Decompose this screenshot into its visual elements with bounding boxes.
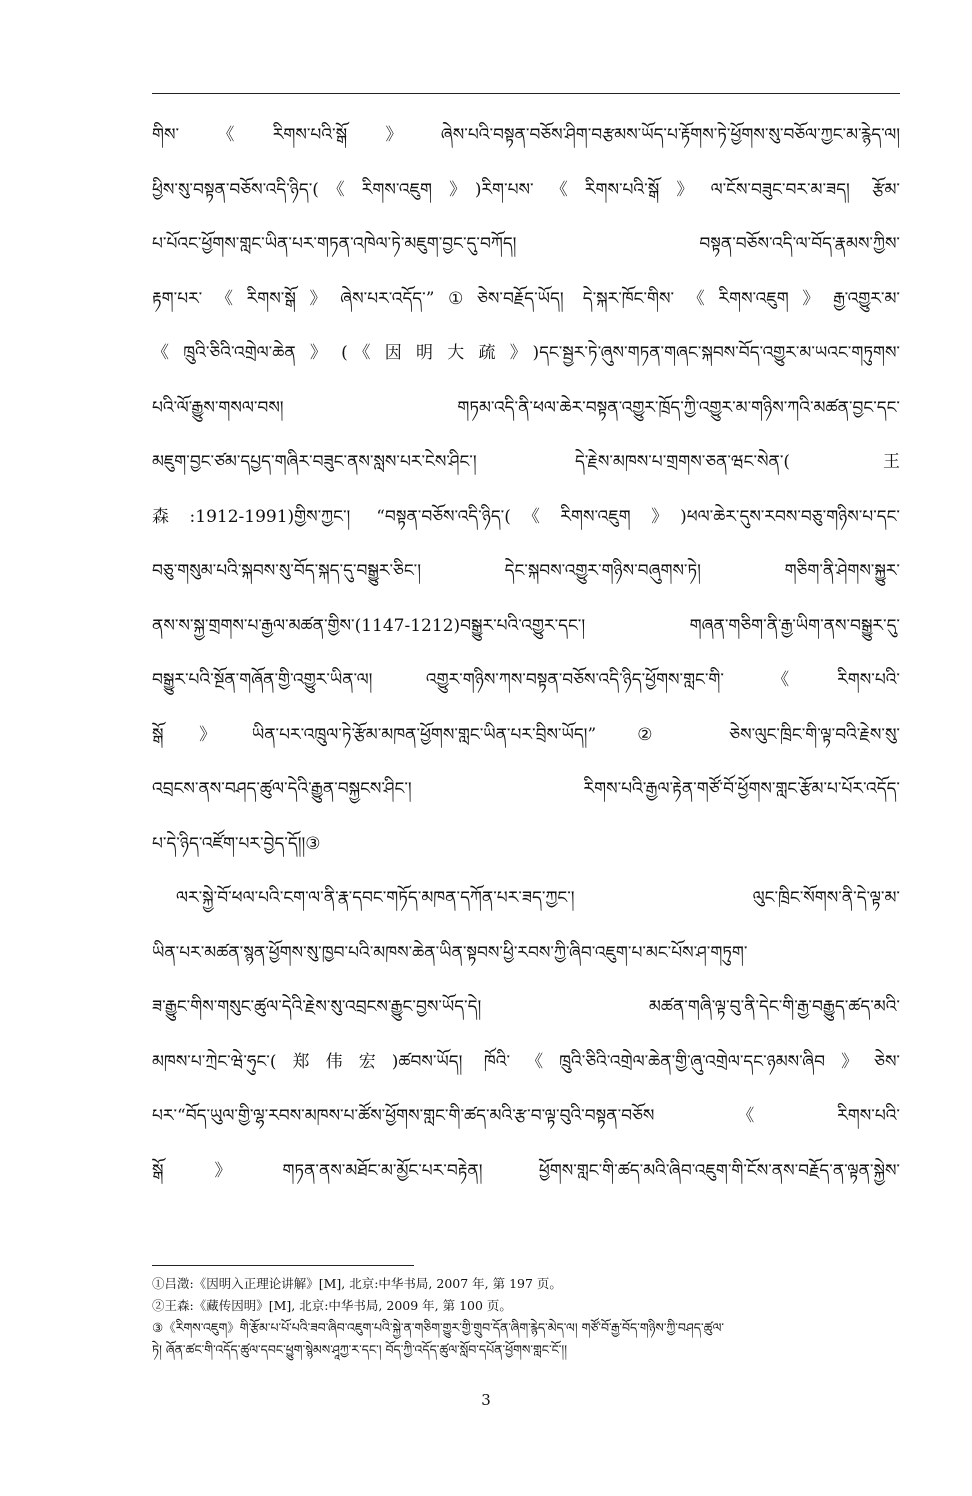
text-line: ཟ་རྒྱུང་གིས་གསུང་ཚུལ་དེའི་རྗེས་སུ་འབྲངས་རྒྱུང་བྱས་ཡོད་དེ། མཚན་གཞི་ལྟ་བུ་ནི་དེང་གི་རྒྱ་བརྒྱུད་ཚད་མའི་ <box>152 997 900 1017</box>
text-line: ལར་སྐྱེ་བོ་ཕལ་པའི་ངག་ལ་ནི་རྣ་དབང་གཏོད་མཁན་དཀོན་པར་ཟད་ཀྱང་། ལུང་ཁྲིང་སོགས་ནི་དེ་ལྟ་མ་ <box>176 888 900 908</box>
text-line: སྒོ》གཏན་ནས་མཐོང་མ་མྱོང་པར་བརྟེན། ཕྱོགས་གླང་གི་ཚད་མའི་ཞིབ་འཇུག་གི་ངོས་ནས་བརྗོད་ན་ལྟན་སྐྱེས་ <box>152 1160 900 1181</box>
text-line: ཡིན་པར་མཚན་སྙན་ཕྱོགས་སུ་ཁྱབ་པའི་མཁས་ཆེན་ཡིན་སྟབས་ཕྱི་རབས་ཀྱི་ཞིབ་འཇུག་པ་མང་པོས་ཤ་གཏུག་ <box>152 942 748 963</box>
text-line: མཁས་པ་ཀྲེང་ཝེ་ཧུང་(郑伟宏)ཚབས་ཡོད། ཁོའི་《ཁྲུའི་ཅིའི་འགྲེལ་ཆེན་གྱི་ཞུ་འགྲེལ་དང་ཉམས་ཞིབ》ཅེས་ <box>152 1051 900 1072</box>
text-line: པ་དེ་ཉིད་འཛོག་པར་བྱེད་དོ།།③ <box>152 833 321 854</box>
text-line: བསྒྱུར་པའི་སྔོན་གཞོན་གྱི་འགྱུར་ཡིན་ལ། འགྱུར་གཉིས་ཀས་བསྟན་བཅོས་འདི་ཉིད་ཕྱོགས་གླང་གི་《རིགས་པའི་ <box>152 670 900 690</box>
footnotes <box>152 1273 900 1361</box>
header-rule <box>152 93 900 94</box>
main-text <box>152 108 900 1198</box>
text-line: པ་པོའང་ཕྱོགས་གླང་ཡིན་པར་གཏན་འཁེལ་ཏེ་མཇུག་བྱང་དུ་བཀོད། བསྟན་བཅོས་འདི་ལ་བོད་རྣམས་ཀྱིས་ <box>152 234 900 254</box>
text-line: སྒོ》ཡིན་པར་འཁྲུལ་ཏེ་རྩོམ་མཁན་ཕྱོགས་གླང་ཡིན་པར་བྲིས་ཡོད།” ② ཅེས་ལུང་ཁྲིང་གི་ལྟ་བའི་རྗེས་སུ་ <box>152 724 900 745</box>
text-line: འབྲངས་ནས་བཤད་ཚུལ་དེའི་རྒྱུན་བསྐྱངས་ཤིང་། རིགས་པའི་རྒྱལ་རྟེན་གཙོ་བོ་ཕྱོགས་གླང་རྩོམ་པ་པོར་འདོད་ <box>152 779 900 799</box>
text-line: རྟག་པར་《རིགས་སྒོ》ཞེས་པར་འདོད་”①ཅེས་བརྗོད་ཡོད། དེ་སྐར་ཁོང་གིས་《རིགས་འཇུག》རྒྱ་འགྱུར་མ་ <box>152 288 900 309</box>
footnote-rule <box>152 1265 414 1266</box>
text-line: པར་“བོད་ཡུལ་གྱི་ལྷ་རབས་མཁས་པ་ཚོས་ཕྱོགས་གླང་གི་ཚད་མའི་རྩ་བ་ལྟ་བུའི་བསྟན་བཅོས《རིགས་པའི་ <box>152 1106 900 1126</box>
footnote: ཏེ། ཞོན་ཚང་གི་འདོད་ཚུལ་དབང་ཕྱུག་སྙེམས་ཤཱཀྱ་ར་དང་། བོད་ཀྱི་འདོད་ཚུལ་སློབ་དཔོན་ཕྱོགས་གླང་ངོ་།། <box>152 1342 567 1357</box>
footnote: ③《རིགས་འཇུག》གི་རྩོམ་པ་པོ་པའི་ཟབ་ཞིབ་འཇུག་པའི་སྐྱེ་ན་གཅིག་གྱུར་གྱི་གྲུབ་དོན་ཞིག་རྙེད་མེད་ལ། གཙོ་བོ་རྒྱ་བོད་གཉིས་ཀྱི་བཤད་ཚུལ་ <box>152 1320 725 1335</box>
footnote: ①吕澂:《因明入正理论讲解》[M], 北京:中华书局, 2007 年, 第 197 页。 <box>152 1276 562 1291</box>
text-line: 《ཁྲུའི་ཅིའི་འགྲེལ་ཆེན》(《因明大疏》)དང་སྦྱར་ཏེ་ཞུས་གཏན་གཞང་སྐབས་བོད་འགྱུར་མ་ཡའང་གཏུགས་ <box>152 343 900 363</box>
text-line: པའི་ལོ་རྒྱུས་གསལ་བས། གཏམ་འདི་ནི་ཕལ་ཆེར་བསྟན་འགྱུར་ཁྲོད་ཀྱི་འགྱུར་མ་གཉིས་ཀའི་མཚན་བྱང་དང་ <box>152 397 900 418</box>
text-line: 森:1912-1991)གྱིས་ཀྱང་། “བསྟན་བཅོས་འདི་ཉིད་(《རིགས་འཇུག》)ཕལ་ཆེར་དུས་རབས་བཅུ་གཉིས་པ་དང་ <box>152 506 900 527</box>
text-line: གིས་《རིགས་པའི་སྒོ》ཞེས་པའི་བསྟན་བཅོས་ཤིག་བརྩམས་ཡོད་པ་རྟོགས་ཏེ་ཕྱོགས་སུ་བཅོལ་ཀྱང་མ་རྙེད་ལ། <box>152 125 900 145</box>
page-number: 3 <box>481 1391 491 1409</box>
text-line: ཕྱིས་སུ་བསྟན་བཅོས་འདི་ཉིད་(《རིགས་འཇུག》)རིག་པས་《རིགས་པའི་སྒོ》ལ་ངོས་བཟུང་བར་མ་ཟད། རྩོམ་ <box>152 179 900 200</box>
text-line: ནས་ས་སྐྱ་གྲགས་པ་རྒྱལ་མཚན་གྱིས་(1147-1212)བསྒྱུར་པའི་འགྱུར་དང་། གཞན་གཅིག་ནི་རྒྱ་ཡིག་ནས་བསྒྱུར་དུ་ <box>152 615 900 636</box>
text-line: བཅུ་གསུམ་པའི་སྐབས་སུ་བོད་སྐད་དུ་བསྒྱུར་ཅིང་། དེང་སྐབས་འགྱུར་གཉིས་བཞུགས་ཏེ། གཅིག་ནི་ཤེགས་སྐྱུར་ <box>152 561 900 581</box>
footnote: ②王森:《藏传因明》[M], 北京:中华书局, 2009 年, 第 100 页。 <box>152 1298 512 1313</box>
text-line: མཇུག་བྱང་ཙམ་དཔྱད་གཞིར་བཟུང་ནས་སླས་པར་ངེས་ཤིང་། དེ་རྗེས་མཁས་པ་གྲགས་ཅན་ཝང་སེན་(王 <box>152 452 900 472</box>
